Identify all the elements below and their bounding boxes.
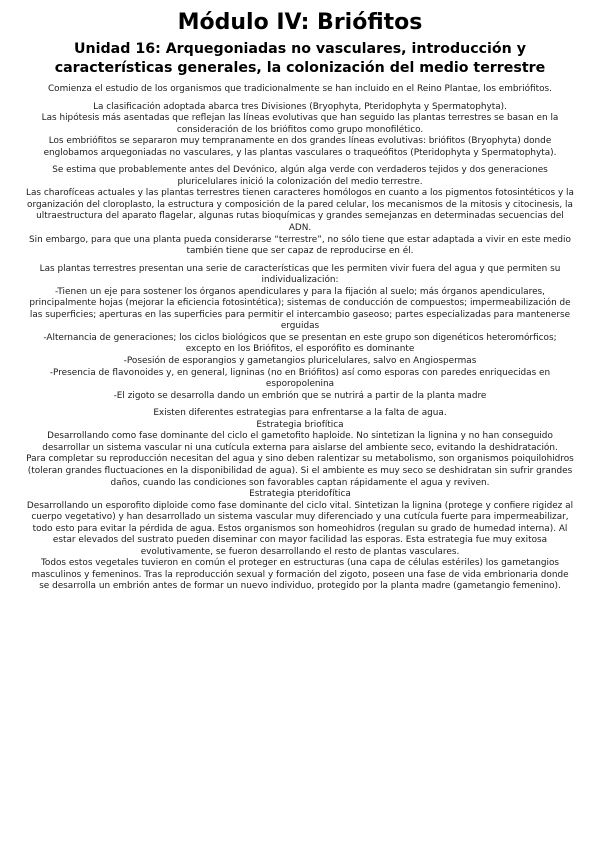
characteristics-block	[26, 264, 574, 403]
list-item: -Alternancia de generaciones; los ciclos biológicos que se presentan en este grupo son digenéticos heteromórficos; excepto en los Briófitos, el esporófito es dominante	[43, 332, 557, 355]
list-item: -Tienen un eje para sostener los órganos apendiculares y para la fijación al suelo; más órganos apendiculares, principalmente hojas (mejorar la eficiencia fotosintética); sistemas de conducción de compuestos; impermeabilización de las superficies; aperturas en las superficies para permitir el intercambio gaseoso; partes especializadas para mantenerse erguidas	[29, 286, 571, 332]
classification-block	[26, 102, 574, 160]
paragraph: Sin embargo, para que una planta pueda considerarse “terrestre”, no sólo tiene que estar adaptada a vivir en este medio también tiene que ser capaz de reproducirse en él.	[29, 234, 571, 257]
paragraph: Desarrollando como fase dominante del ciclo el gametofito haploide. No sintetizan la lignina y no han conseguido desarrollar un sistema vascular ni una cutícula externa para aislarse del ambiente seco, evitando la deshidratación.	[42, 431, 558, 453]
paragraph: Los embriófitos se separaron muy tempranamente en dos grandes líneas evolutivas: briófitos (Bryophyta) donde englobamos arquegoniadas no vasculares, y las plantas vasculares o traqueófitos (Pteridophyta y Spermatophyta).	[43, 136, 557, 158]
strategy-heading: Estrategia briofítica	[256, 419, 344, 430]
paragraph: Comienza el estudio de los organismos que tradicionalmente se han incluido en el Reino Plantae, los embriófitos.	[47, 84, 553, 94]
list-item: -Posesión de esporangios y gametangios pluricelulares, salvo en Angiospermas	[123, 356, 477, 367]
intro-block	[26, 84, 574, 96]
colonization-block	[26, 165, 574, 257]
list-item: -Presencia de flavonoides y, en general, ligninas (no en Briófitos) así como esporas con paredes enriquecidas en esporopolenina	[49, 367, 551, 390]
paragraph: La clasificación adoptada abarca tres Divisiones (Bryophyta, Pteridophyta y Spermatophyta).	[93, 101, 507, 112]
paragraph: Para completar su reproducción necesitan del agua y sino deben ralentizar su metabolismo, son organismos poiquilohidros (toleran grandes fluctuaciones en la disponibilidad de agua). Si el ambiente es muy seco se deshidratan sin sufrir grandes daños, cuando las condiciones son favorables captan rápidamente el agua y reviven.	[26, 454, 574, 488]
strategies-block	[26, 408, 574, 593]
paragraph: Existen diferentes estrategias para enfrentarse a la falta de agua.	[153, 408, 447, 419]
list-item: -El zigoto se desarrolla dando un embrión que se nutrirá a partir de la planta madre	[113, 390, 487, 401]
paragraph: Todos estos vegetales tuvieron en común el proteger en estructuras (una capa de células estériles) los gametangios masculinos y femeninos. Tras la reproducción sexual y formación del zigoto, poseen una fase de vida embrionaria donde se desarrolla un embrión antes de formar un nuevo individuo, protegido por la planta madre (gametangio femenino).	[31, 558, 569, 592]
paragraph: Las charofíceas actuales y las plantas terrestres tienen caracteres homólogos en cuanto a los pigmentos fotosintéticos y la organización del cloroplasto, la estructura y composición de la pared celular, los mecanismos de la mitosis y citocinesis, la ultraestructura del aparato flagelar, algunas rutas bioquímicas y grandes semejanzas en determinadas secuencias del ADN.	[26, 188, 574, 234]
paragraph: Las plantas terrestres presentan una serie de características que les permiten vivir fuera del agua y que permiten su individualización:	[39, 263, 561, 286]
page-title: Módulo IV: Briófitos	[177, 10, 423, 35]
paragraph: Se estima que probablemente antes del Devónico, algún alga verde con verdaderos tejidos y dos generaciones pluricelulares inició la colonización del medio terrestre.	[52, 165, 548, 187]
paragraph: Desarrollando un esporofito diploide como fase dominante del ciclo vital. Sintetizan la lignina (protege y confiere rigidez al cuerpo vegetativo) y han desarrollado un sistema vascular muy diferenciado y una cutícula fuerte para impermeabilizar, todo esto para evitar la pérdida de agua. Estos organismos son homeohidros (regulan su grado de humedad interna). Al estar elevados del sustrato pueden diseminar con mayor facilidad las esporas. Esta estrategia fue muy exitosa evolutivamente, se fueron desarrollando el resto de plantas vasculares.	[26, 500, 574, 557]
page-subtitle: Unidad 16: Arquegoniadas no vasculares, introducción y características generales, la colonización del medio terrestre	[54, 41, 546, 76]
strategy-heading: Estrategia pteridofítica	[249, 489, 351, 500]
paragraph: Las hipótesis más asentadas que reflejan las líneas evolutivas que han seguido las plantas terrestres se basan en la consideración de los briófitos como grupo monofilético.	[41, 113, 559, 135]
